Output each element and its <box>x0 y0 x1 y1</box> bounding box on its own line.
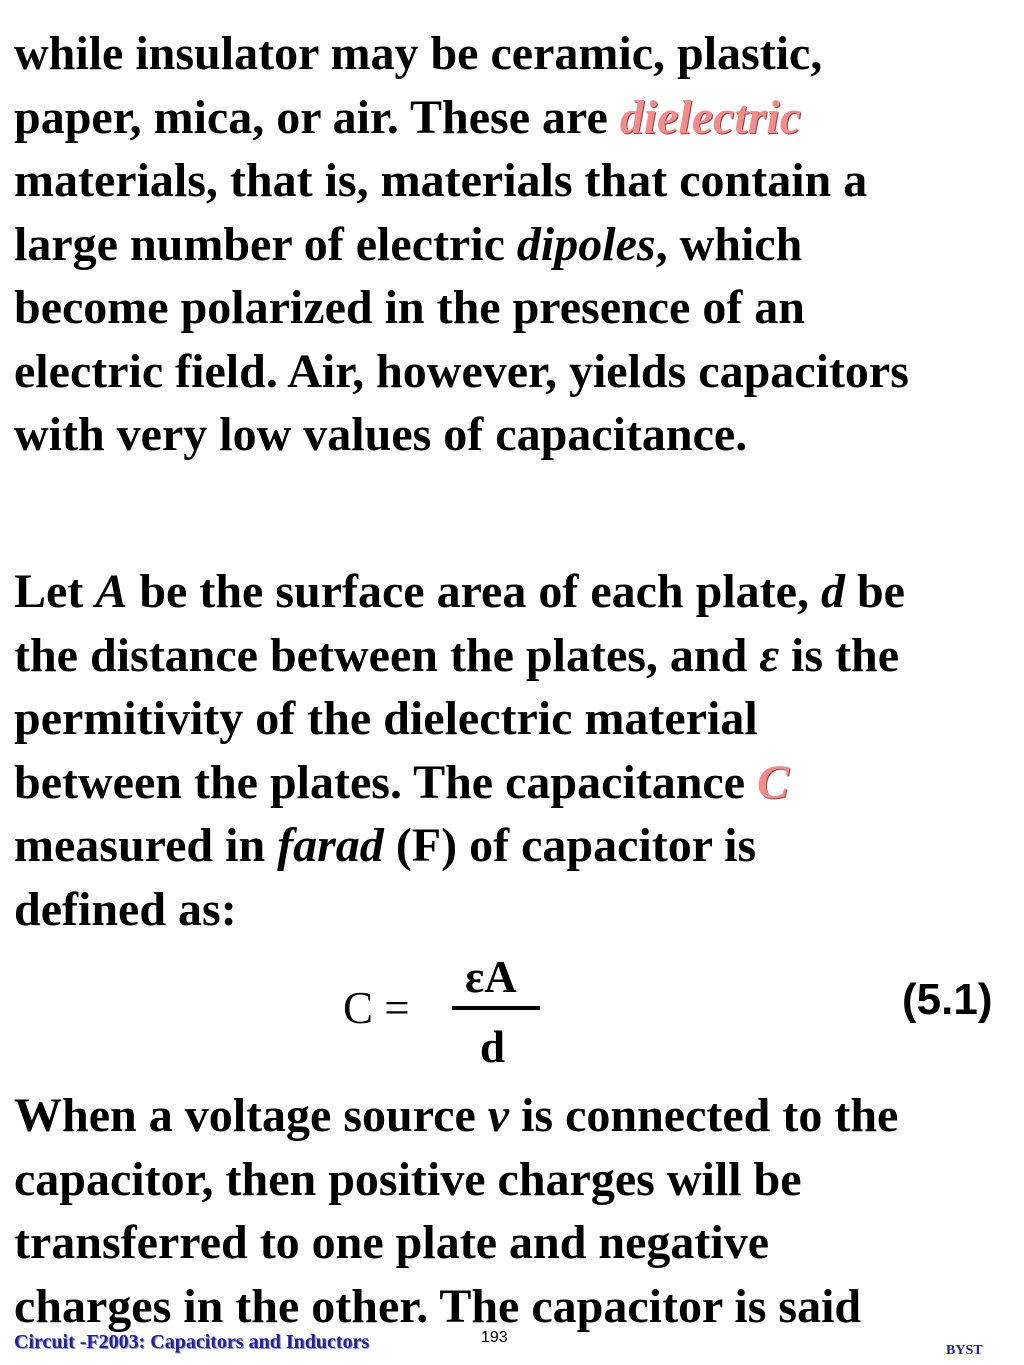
text-line <box>14 213 1014 277</box>
text-run: be <box>844 565 905 618</box>
text-line <box>14 878 1014 942</box>
equation-number: (5.1) <box>902 975 993 1024</box>
text-run: is the <box>779 628 899 682</box>
text-line <box>14 624 1014 688</box>
text-line <box>14 1275 1014 1339</box>
text-run: with very low values of capacitance. <box>14 408 748 461</box>
text-run: the distance between the plates, and <box>14 628 760 682</box>
text-run: become polarized in the presence of an <box>14 281 805 334</box>
text-run: be the surface area of each plate, <box>127 565 821 618</box>
text-run: transferred to one plate and negative <box>14 1216 770 1269</box>
text-line <box>14 149 1014 213</box>
footer-course-title: Circuit -F2003: Capacitors and Inductors <box>14 1331 370 1353</box>
text-run: large number of electric <box>14 217 517 271</box>
text-run: paper, mica, or air. These are <box>14 90 620 144</box>
text-line <box>14 403 1014 467</box>
italic-term-farad: farad <box>277 819 384 872</box>
equation-denominator: d <box>480 1022 506 1072</box>
text-run: charges in the other. The capacitor is said <box>14 1279 862 1333</box>
text-run: materials, that is, materials that contain a <box>14 154 868 207</box>
footer-author-mark: BYST <box>946 1343 983 1358</box>
text-line <box>14 86 1014 150</box>
text-run: capacitor, then positive charges will be <box>14 1152 802 1206</box>
paragraph-voltage-source <box>14 1084 1014 1338</box>
text-run: measured in <box>14 819 278 872</box>
text-line <box>14 687 1014 751</box>
text-line <box>14 276 1014 340</box>
highlighted-var-capacitance: C <box>757 755 790 809</box>
page-number: 193 <box>481 1329 508 1346</box>
italic-var-voltage: v <box>487 1089 510 1142</box>
italic-var-epsilon: ε <box>759 628 779 682</box>
text-run: permitivity of the dielectric material <box>14 692 758 745</box>
italic-var-area: A <box>95 565 128 618</box>
equation-lhs: C = <box>343 983 410 1033</box>
text-line <box>14 1084 1014 1148</box>
equation-numerator: εA <box>465 952 517 1002</box>
text-line <box>14 814 1014 878</box>
text-line <box>14 22 1014 86</box>
fraction-bar <box>452 1006 540 1010</box>
text-line <box>14 340 1014 404</box>
paragraph-dielectric-materials <box>14 22 1014 467</box>
text-run: while insulator may be ceramic, plastic, <box>14 27 823 80</box>
text-run: between the plates. The capacitance <box>14 755 758 809</box>
text-run: is connected to the <box>509 1089 899 1142</box>
text-line <box>14 560 1014 624</box>
text-run: , which <box>655 217 803 271</box>
text-line <box>14 1211 1014 1275</box>
text-run: Let <box>14 565 96 618</box>
text-line <box>14 751 1014 815</box>
paragraph-capacitance-definition <box>14 560 1014 941</box>
highlighted-term-dielectric: dielectric <box>619 90 802 144</box>
text-run: When a voltage source <box>14 1089 488 1142</box>
text-run: electric field. Air, however, yields capacitors <box>14 344 909 398</box>
text-run: (F) of capacitor is <box>383 819 757 872</box>
text-run: defined as: <box>14 882 237 936</box>
italic-var-distance: d <box>820 565 845 618</box>
text-line <box>14 1148 1014 1212</box>
italic-term-dipoles: dipoles <box>516 217 656 271</box>
